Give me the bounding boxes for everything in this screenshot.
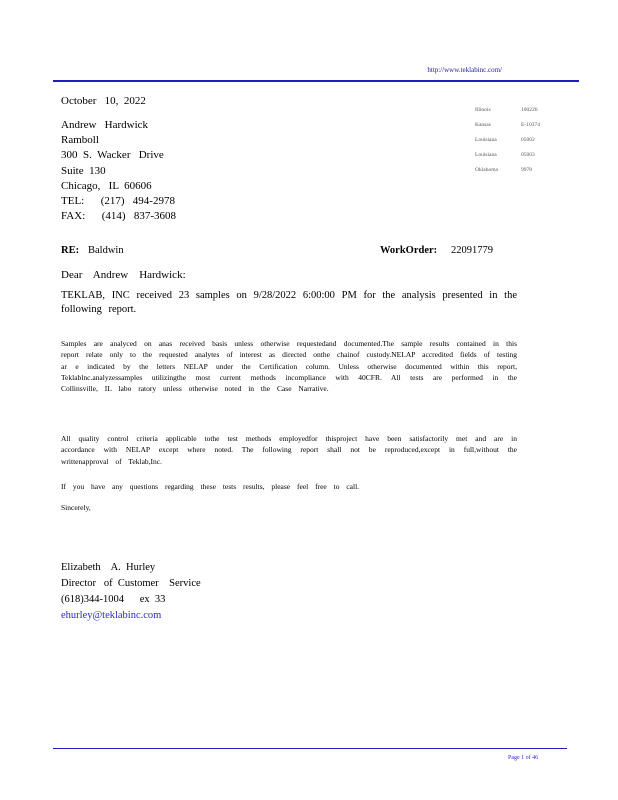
signer-name: Elizabeth A. Hurley bbox=[61, 562, 156, 573]
recipient-name: Andrew Hardwick bbox=[61, 119, 149, 131]
signer-phone: (618)344-1004 ex 33 bbox=[61, 594, 166, 605]
closing: Sincerely, bbox=[61, 503, 91, 512]
cert-number: 9978 bbox=[521, 167, 532, 173]
recipient-company: Ramboll bbox=[61, 134, 99, 147]
certification-list bbox=[475, 103, 540, 178]
signature-block bbox=[61, 560, 201, 624]
recipient-street: 300 S. Wacker Drive bbox=[61, 149, 164, 162]
workorder-number: 22091779 bbox=[451, 245, 493, 256]
cert-number: 05002 bbox=[521, 137, 535, 143]
signer-title: Director of Customer Service bbox=[61, 578, 201, 589]
re-label: RE: bbox=[61, 245, 80, 256]
cert-state: Louisiana bbox=[475, 137, 497, 143]
recipient-city: Chicago, IL 60606 bbox=[61, 179, 152, 192]
website-url[interactable]: http://www.teklabinc.com/ bbox=[427, 66, 502, 74]
cert-state: Kansas bbox=[475, 122, 491, 128]
recipient-suite: Suite 130 bbox=[61, 164, 106, 177]
certification-row bbox=[475, 163, 540, 178]
signer-email-link[interactable]: ehurley@teklabinc.com bbox=[61, 610, 162, 621]
header-divider bbox=[53, 80, 579, 82]
recipient-fax: FAX: (414) 837-3608 bbox=[61, 210, 176, 223]
salutation: Dear Andrew Hardwick: bbox=[61, 269, 186, 281]
project-name: Baldwin bbox=[88, 245, 124, 256]
certification-row bbox=[475, 133, 540, 148]
cert-number: 05003 bbox=[521, 152, 535, 158]
cert-number: 100226 bbox=[521, 107, 538, 113]
cert-state: Oklahoma bbox=[475, 167, 498, 173]
certification-row bbox=[475, 118, 540, 133]
cert-state: Illinois bbox=[475, 107, 491, 113]
body-paragraph-questions: If you have any questions regarding these tests results, please feel free to call. bbox=[61, 482, 360, 491]
footer-divider bbox=[53, 748, 567, 749]
intro-paragraph: TEKLAB, INC received 23 samples on 9/28/2022 6:00:00 PM for the analysis presented in the following report. bbox=[61, 290, 517, 315]
cert-state: Louisiana bbox=[475, 152, 497, 158]
letter-date: October 10, 2022 bbox=[61, 95, 146, 107]
page-number: Page 1 of 46 bbox=[508, 755, 539, 761]
body-paragraph-methods: Samples are analyced on anas received basis unless otherwise requestedand documented.The sample results contained in this report relate only to the requested analytes of interest as directed onthe chainof custody.NELAP accredited fields of testing ar e indicated by the letters NELAP under the Certification column. Unless otherwise documented within this report, Teklablnc.analyzessamples utilizingthe most current methods incompliance with 40CFR. All tests are performed in the Collinsville, IL labo ratory unless otherwise noted in the Case Narrative. bbox=[61, 339, 517, 394]
certification-row bbox=[475, 103, 540, 118]
reference-line bbox=[61, 245, 517, 259]
recipient-tel: TEL: (217) 494-2978 bbox=[61, 195, 175, 208]
recipient-address-block bbox=[61, 118, 176, 224]
certification-row bbox=[475, 148, 540, 163]
body-paragraph-quality: All quality control criteria applicable tothe test methods employedfor thisproject have been satisfactorily met and are in accordance with NELAP except where noted. The following report shall not be reproduced,except in full,without the writtenapproval of Teklab,Inc. bbox=[61, 434, 517, 466]
cert-number: E-10374 bbox=[521, 122, 540, 128]
workorder-label: WorkOrder: bbox=[380, 245, 438, 256]
